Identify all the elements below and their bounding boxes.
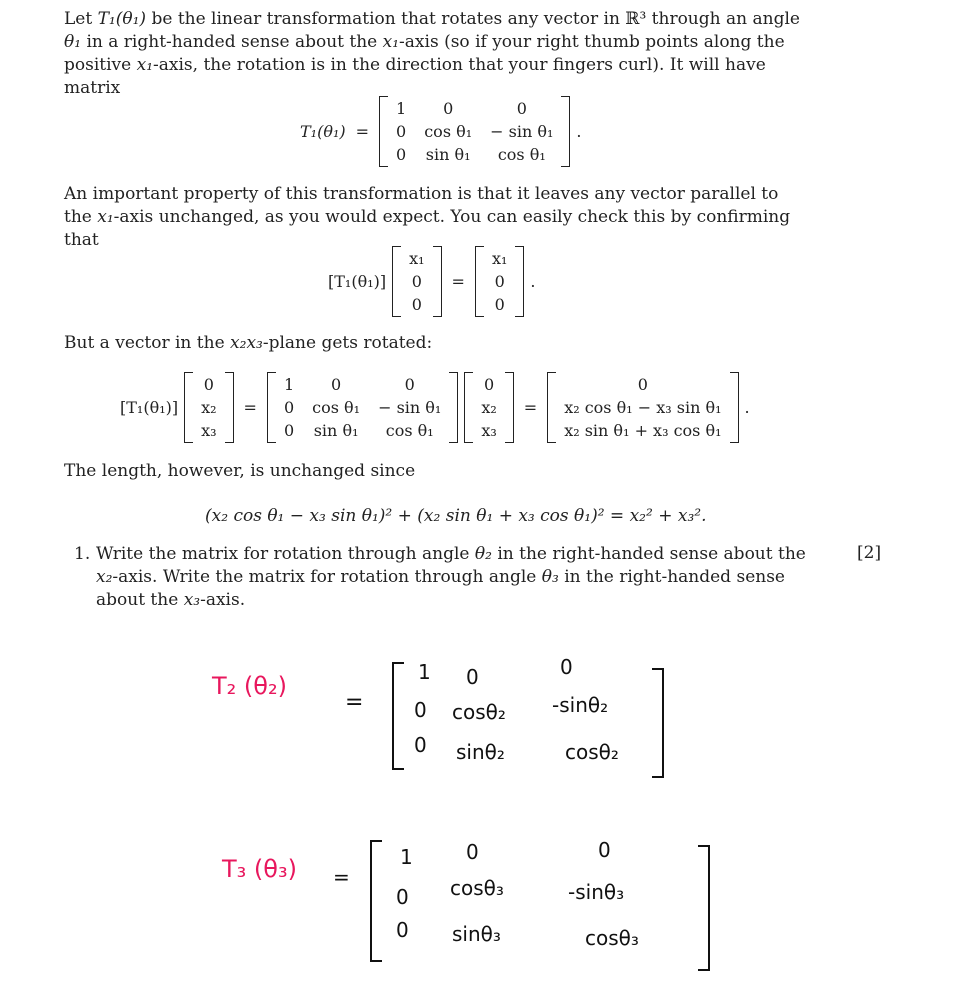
x2x3-rotation-equation: [T₁(θ₁)] 0 x₂ x₃ = 1 0 0 0 cos θ₁ − sin θ₁ 0 sin θ₁ cos θ₁ 0 x₂ x₃ = 0 x₂ cos θ₁ − x₃ sin θ₁ x₂ sin θ₁ + x₃ cos θ₁ . xyxy=(120,372,750,443)
handwritten-t2-left-bracket xyxy=(392,662,404,770)
handwritten-t3-r1c1: cosθ₃ xyxy=(450,876,504,900)
handwritten-t2-r2c2: cosθ₂ xyxy=(565,740,619,764)
handwritten-t3-r1c2: -sinθ₃ xyxy=(568,880,625,904)
handwritten-t2-r0c1: 0 xyxy=(466,665,479,689)
handwritten-t3-r0c1: 0 xyxy=(466,840,479,864)
handwritten-t3-left-bracket xyxy=(370,840,382,962)
handwritten-t3-equals: = xyxy=(333,865,350,889)
question-text: Write the matrix for rotation through angle θ₂ in the right-handed sense about the x₂-axis. Write the matrix for rotation through angle θ₃ in the right-handed sense about the x₃-axis. xyxy=(96,544,806,610)
intro-paragraph-2: An important property of this transformation is that it leaves any vector parallel to the x₁-axis unchanged, as you would expect. You can easily check this by confirming that xyxy=(64,184,791,250)
handwritten-t2-r2c1: sinθ₂ xyxy=(456,740,505,764)
handwritten-t3-r1c0: 0 xyxy=(396,885,409,909)
length-equation: (x₂ cos θ₁ − x₃ sin θ₁)² + (x₂ sin θ₁ + x₃ cos θ₁)² = x₂² + x₃². xyxy=(205,506,707,526)
handwritten-t2-r2c0: 0 xyxy=(414,733,427,757)
handwritten-t3-right-bracket xyxy=(698,845,710,971)
intro-paragraph-3: But a vector in the x₂x₃-plane gets rotated: xyxy=(64,333,433,353)
handwritten-t3-r0c0: 1 xyxy=(400,845,413,869)
handwritten-t2-label: T₂ (θ₂) xyxy=(212,672,287,700)
handwritten-t2-r0c2: 0 xyxy=(560,655,573,679)
handwritten-t3-r2c2: cosθ₃ xyxy=(585,926,639,950)
intro-paragraph-1: Let T₁(θ₁) be the linear transformation that rotates any vector in ℝ³ through an angle θ₁ in a right-handed sense about the x₁-axis (so if your right thumb points along the positive x₁-axis, the rotation is in the direction that your fingers curl). It will have matrix xyxy=(64,9,800,98)
handwritten-t3-r2c0: 0 xyxy=(396,918,409,942)
intro-paragraph-4: The length, however, is unchanged since xyxy=(64,461,416,481)
handwritten-t2-r0c0: 1 xyxy=(418,660,431,684)
matrix-t1: 1 0 0 0 cos θ₁ − sin θ₁ 0 sin θ₁ cos θ₁ xyxy=(379,96,570,167)
x1-invariance-equation: [T₁(θ₁)] x₁ 0 0 = x₁ 0 0 . xyxy=(328,246,535,317)
handwritten-t2-r1c0: 0 xyxy=(414,698,427,722)
handwritten-t3-r2c1: sinθ₃ xyxy=(452,922,501,946)
handwritten-t3-r0c2: 0 xyxy=(598,838,611,862)
matrix-t1-equation: T₁(θ₁) = 1 0 0 0 cos θ₁ − sin θ₁ 0 sin θ₁ cos θ₁ . xyxy=(300,96,582,167)
question-number: 1. xyxy=(74,544,91,564)
question-marks: [2] xyxy=(857,543,882,563)
handwritten-t3-label: T₃ (θ₃) xyxy=(222,855,297,883)
handwritten-t2-right-bracket xyxy=(652,668,664,778)
handwritten-t2-r1c1: cosθ₂ xyxy=(452,700,506,724)
handwritten-t2-r1c2: -sinθ₂ xyxy=(552,693,609,717)
handwritten-t2-equals: = xyxy=(345,690,364,715)
